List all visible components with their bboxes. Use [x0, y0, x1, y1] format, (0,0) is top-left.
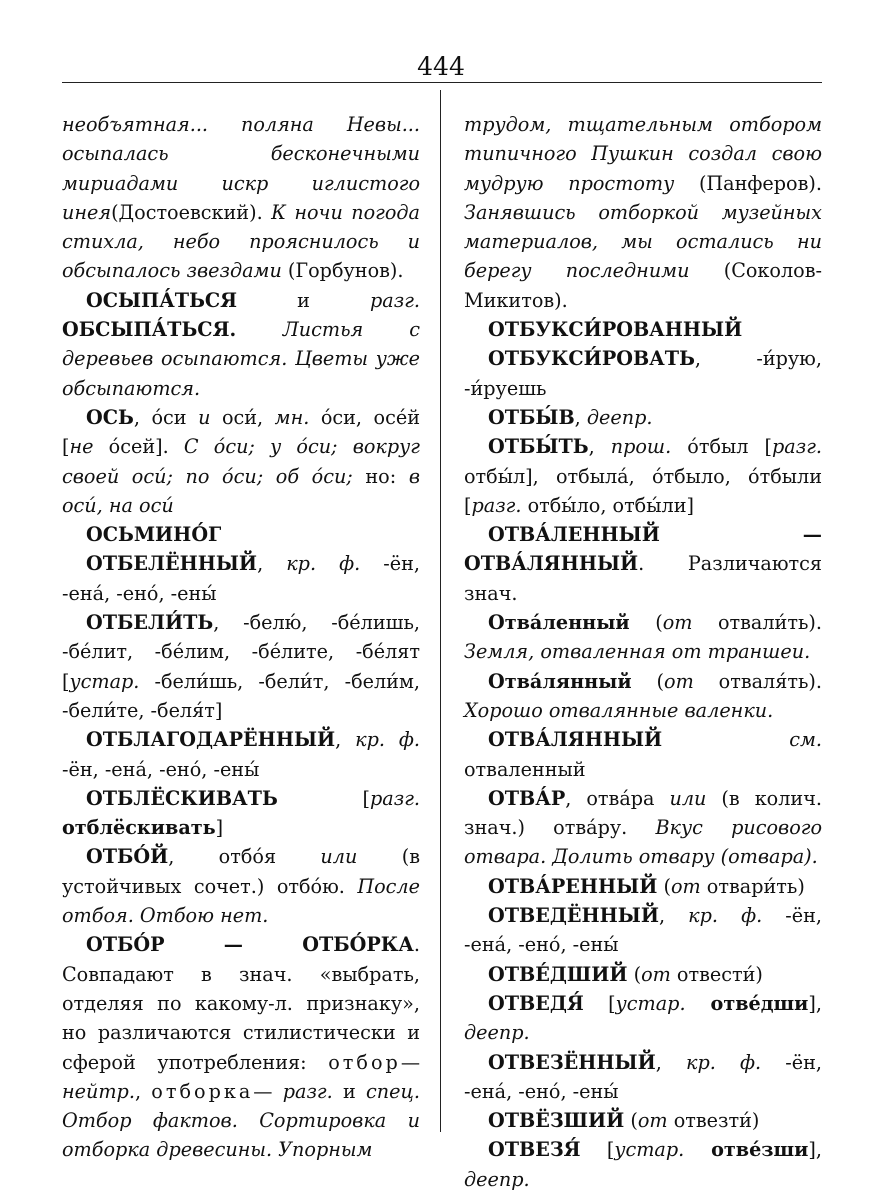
entry-text: но: — [352, 464, 409, 488]
entry-text: деепр. — [464, 1167, 530, 1191]
entry-text: деепр. — [586, 405, 653, 429]
entry-text: (в устойчивых сочет.) отбо́ю. — [62, 845, 420, 898]
entry-text: , отва́ра — [565, 786, 670, 810]
headword: ОТБЕЛИ́ТЬ — [86, 611, 214, 635]
entry-text: После отбоя. Отбою нет. — [62, 874, 420, 928]
entry-text: спец. Отбор фактов. Сортировка и отборка древесины. Упорным — [62, 1079, 420, 1162]
entry-text: устар. — [69, 669, 140, 693]
headword: ОТВА́ЛЯННЫЙ — [488, 728, 663, 752]
dictionary-entry — [464, 725, 822, 784]
entry-text: мн. — [274, 405, 310, 429]
headword: ОБСЫПА́ТЬСЯ. — [62, 318, 283, 342]
entry-text: -ён, -ена́, -ено́, -ены́ — [464, 904, 823, 957]
entry-text: ( — [627, 962, 642, 986]
entry-text: разг. — [370, 288, 420, 312]
entry-text: , -и́рую, -и́руешь — [464, 347, 822, 400]
dictionary-entry — [62, 549, 420, 608]
dictionary-entry — [464, 1135, 822, 1194]
headword: ОТВЕДЯ́ — [488, 991, 584, 1015]
headword: ОТВЕДЁННЫЙ — [488, 904, 659, 928]
entry-text: Вкус рисового отвара. Долить отвару (отвара). — [464, 816, 822, 869]
entry-text: ( — [657, 874, 671, 898]
headword: отве́дши — [685, 991, 809, 1015]
headword: ОТБУКСИ́РОВАННЫЙ — [488, 318, 743, 342]
headword: ОТВЕЗЁННЫЙ — [488, 1050, 656, 1074]
headword: Отва́ленный — [488, 611, 630, 635]
entry-text: кр. ф. — [355, 728, 420, 752]
entry-text: — — [400, 1050, 420, 1074]
dictionary-entry — [464, 901, 822, 960]
entry-text: отвали́ть). — [692, 611, 822, 635]
dictionary-entry — [464, 432, 822, 520]
headword: ОТВЕ́ДШИЙ — [488, 962, 628, 986]
headword: ОТБЛАГОДАРЁННЫЙ — [86, 728, 336, 752]
headword: ОТБО́Р — ОТБО́РКА — [86, 933, 414, 957]
entry-text: кр. ф. — [688, 904, 763, 928]
entry-text: , о́си — [133, 405, 199, 429]
headword: ОСЫПА́ТЬСЯ — [86, 288, 238, 312]
entry-text: отваленный — [464, 757, 586, 781]
entry-text: см. — [789, 728, 822, 752]
entry-text: или — [669, 786, 707, 810]
entry-text: ], — [808, 1138, 822, 1162]
entry-text: ] — [215, 816, 224, 840]
dictionary-entry — [62, 930, 420, 1164]
entry-text: (Горбунов). — [281, 259, 404, 283]
entry-text: разг. — [282, 1079, 333, 1103]
entry-text: , — [574, 405, 587, 429]
right-column — [464, 110, 822, 1194]
headword: ОТБЕЛЁННЫЙ — [86, 552, 258, 576]
entry-text: устар. — [615, 991, 686, 1015]
entry-text: о́си, осе́й [ — [62, 405, 420, 459]
entry-text: отбы́ло, отбы́ли] — [521, 493, 694, 517]
dictionary-entry — [464, 110, 822, 315]
headword: ОТВА́Р — [488, 786, 566, 810]
dictionary-entry — [62, 725, 420, 784]
dictionary-entry — [62, 286, 420, 403]
headword: отве́зши — [684, 1138, 809, 1162]
dictionary-entry — [62, 842, 420, 930]
dictionary-entry — [62, 520, 420, 549]
entry-text: -ён, -ена́, -ено́, -ены́ — [62, 757, 260, 781]
entry-text: от — [641, 962, 671, 986]
entry-text: необъятная... поляна Невы... осыпалась бесконечными мириадами искр иглистого инея — [62, 113, 420, 224]
headword: отблёскивать — [62, 816, 216, 840]
entry-text: ( — [624, 1109, 638, 1133]
entry-text — [662, 728, 789, 751]
entry-text: отвести́) — [670, 962, 763, 986]
entry-text: оси́, — [210, 405, 275, 429]
entry-text: и — [198, 405, 211, 429]
dictionary-entry — [464, 960, 822, 989]
entry-text: ( — [631, 669, 665, 693]
headword: ОСЬМИНО́Г — [86, 523, 222, 547]
entry-text: (Панферов). — [674, 171, 822, 195]
entry-text: Занявшись отборкой музейных материалов, мы остались ни берегу последними — [464, 200, 822, 283]
entry-text: -ён, -ена́, -ено́, -ены́ — [464, 1050, 823, 1103]
entry-text: ( — [629, 611, 663, 635]
entry-text: ], — [808, 991, 822, 1015]
entry-text: , — [134, 1079, 152, 1103]
dictionary-entry — [464, 1048, 822, 1107]
entry-text: от — [637, 1109, 668, 1133]
entry-text: прош. — [610, 435, 672, 459]
dictionary-entry — [464, 403, 822, 432]
dictionary-entry — [464, 1106, 822, 1135]
entry-text: . Различаются знач. — [464, 552, 822, 605]
entry-text: [ — [277, 786, 371, 810]
entry-text: [ — [583, 991, 616, 1015]
entry-text: отвари́ть) — [700, 874, 805, 898]
headword: ОТБЫ́ТЬ — [488, 435, 589, 459]
entry-text: Земля, отваленная от траншеи. — [464, 640, 811, 664]
entry-text: , — [335, 728, 356, 752]
entry-text: , -белю́, -бе́лишь, -бе́лит, -бе́лим, -бе́лите, -бе́лят [ — [62, 611, 420, 693]
entry-text: отвезти́) — [667, 1109, 760, 1133]
entry-text: , отбо́я — [168, 845, 321, 869]
left-column — [62, 110, 420, 1165]
entry-text: от — [662, 611, 693, 635]
entry-text: в оси́, на оси́ — [62, 464, 420, 517]
entry-text: (Достоевский). — [111, 200, 272, 224]
dictionary-entry — [464, 989, 822, 1048]
entry-text: о́сей]. — [93, 435, 184, 459]
entry-text: кр. ф. — [686, 1050, 762, 1074]
entry-text: -ён, -ена́, -ено́, -ены́ — [62, 552, 421, 605]
entry-text: , — [257, 552, 287, 576]
entry-text: [ — [580, 1138, 615, 1162]
dictionary-entry — [464, 784, 822, 872]
dictionary-entry — [464, 344, 822, 403]
header-rule — [62, 82, 822, 83]
entry-text: отборка — [151, 1079, 254, 1103]
entry-text: — — [253, 1079, 283, 1103]
entry-text: , — [658, 904, 689, 928]
dictionary-entry — [464, 608, 822, 667]
entry-text: о́тбыл [ — [671, 435, 773, 459]
entry-text: разг. — [471, 493, 522, 517]
headword: ОТБО́Й — [86, 845, 169, 869]
headword: ОСЬ — [86, 405, 134, 429]
entry-text: Хорошо отвалянные валенки. — [464, 698, 774, 722]
entry-text: трудом, тщательным отбором типичного Пушкин создал свою мудрую простоту — [464, 113, 822, 195]
dictionary-entry — [464, 520, 822, 608]
dictionary-entry — [62, 403, 420, 520]
entry-text: С о́си; у о́си; вокруг своей оси́; по о́си; об о́си; — [62, 435, 420, 488]
entry-text: от — [670, 874, 701, 898]
entry-text: деепр. — [464, 1021, 530, 1045]
entry-text: К ночи погода стихла, небо прояснилось и обсыпалось звездами — [62, 200, 420, 283]
headword: ОТБУКСИ́РОВАТЬ — [488, 347, 695, 371]
column-divider — [440, 90, 441, 1132]
entry-text: нейтр. — [62, 1079, 135, 1103]
page-number: 444 — [417, 52, 465, 81]
entry-text: (Соколов-Микитов). — [464, 259, 823, 312]
entry-text: . Совпадают в знач. «выбрать, отделяя по какому-л. признаку», но различаются стилистически и сферой употребления: — [62, 933, 420, 1074]
dictionary-entry — [464, 872, 822, 901]
entry-text: и — [332, 1079, 367, 1103]
entry-text: разг. — [772, 435, 822, 459]
dictionary-entry — [62, 110, 420, 286]
headword: ОТВА́РЕННЫЙ — [488, 874, 658, 898]
entry-text: отваля́ть). — [693, 669, 822, 693]
entry-text: Листья с деревьев осыпаются. Цветы уже обсыпаются. — [62, 318, 420, 400]
entry-text: не — [69, 435, 94, 459]
entry-text: разг. — [370, 786, 420, 810]
entry-text: или — [320, 845, 358, 869]
headword: ОТВЁЗШИЙ — [488, 1109, 625, 1133]
dictionary-entry — [62, 608, 420, 725]
headword: ОТБЫ́В — [488, 405, 575, 429]
headword: ОТВА́ЛЕННЫЙ — ОТВА́ЛЯННЫЙ — [464, 523, 822, 576]
entry-text: (в колич. знач.) отва́ру. — [464, 786, 822, 840]
dictionary-entry — [464, 667, 822, 726]
dictionary-entry — [464, 315, 822, 344]
entry-text: -бели́шь, -бели́т, -бели́м, -бели́те, -беля́т] — [62, 669, 420, 722]
entry-text: от — [664, 669, 694, 693]
entry-text: и — [237, 288, 371, 312]
entry-text: , — [655, 1050, 687, 1074]
entry-text: , — [588, 435, 611, 459]
headword: Отва́лянный — [488, 669, 632, 693]
headword: ОТВЕЗЯ́ — [488, 1138, 581, 1162]
entry-text: отбы́л], отбыла́, о́тбыло, о́тбыли [ — [464, 464, 822, 517]
entry-text: отбор — [328, 1050, 401, 1074]
dictionary-entry — [62, 784, 420, 843]
entry-text: кр. ф. — [286, 552, 361, 576]
entry-text: устар. — [614, 1138, 685, 1162]
headword: ОТБЛЁСКИВАТЬ — [86, 786, 278, 810]
